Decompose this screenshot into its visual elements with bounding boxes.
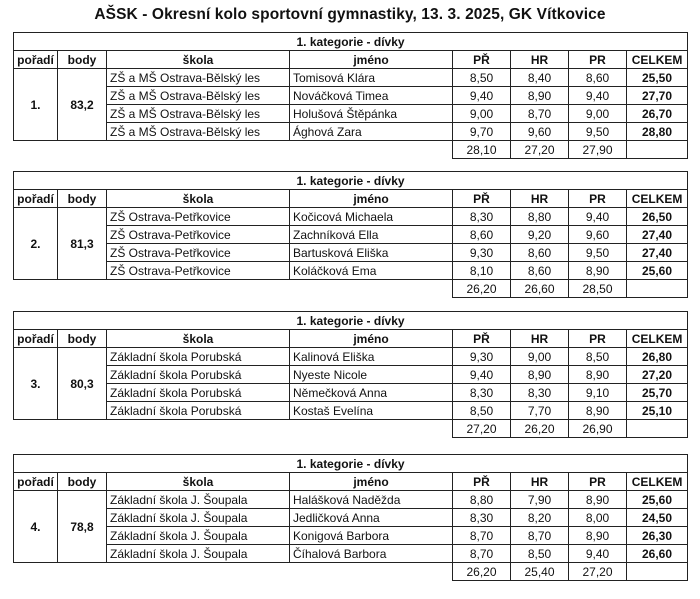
header-pr1: PŘ bbox=[453, 473, 511, 491]
pr2-cell: 9,10 bbox=[569, 384, 627, 402]
name-cell: Koláčková Ema bbox=[290, 262, 453, 280]
pr2-cell: 9,60 bbox=[569, 226, 627, 244]
header-points: body bbox=[58, 190, 107, 208]
total-cell: 25,70 bbox=[627, 384, 688, 402]
sum-pr2: 27,90 bbox=[569, 141, 627, 159]
pr2-cell: 8,90 bbox=[569, 262, 627, 280]
sum-hr: 26,60 bbox=[511, 280, 569, 298]
total-cell: 25,10 bbox=[627, 402, 688, 420]
results-table-1 bbox=[13, 32, 688, 159]
sum-total-empty bbox=[627, 141, 688, 159]
header-points: body bbox=[58, 473, 107, 491]
team-rank: 3. bbox=[14, 348, 58, 420]
school-cell: ZŠ Ostrava-Petřkovice bbox=[107, 262, 290, 280]
total-cell: 26,30 bbox=[627, 527, 688, 545]
hr-cell: 7,70 bbox=[511, 402, 569, 420]
pr1-cell: 9,70 bbox=[453, 123, 511, 141]
hr-cell: 8,70 bbox=[511, 105, 569, 123]
category-title: 1. kategorie - dívky bbox=[14, 455, 688, 473]
page-title: AŠSK - Okresní kolo sportovní gymnastiky, 13. 3. 2025, GK Vítkovice bbox=[94, 6, 606, 23]
school-cell: ZŠ Ostrava-Petřkovice bbox=[107, 226, 290, 244]
school-cell: ZŠ a MŠ Ostrava-Bělský les bbox=[107, 87, 290, 105]
table-row bbox=[14, 366, 688, 384]
header-name: jméno bbox=[290, 330, 453, 348]
name-cell: Kalinová Eliška bbox=[290, 348, 453, 366]
header-points: body bbox=[58, 51, 107, 69]
pr2-cell: 8,90 bbox=[569, 402, 627, 420]
table-row bbox=[14, 69, 688, 87]
table-row bbox=[14, 244, 688, 262]
total-cell: 27,40 bbox=[627, 226, 688, 244]
header-pr1: PŘ bbox=[453, 190, 511, 208]
pr1-cell: 9,30 bbox=[453, 244, 511, 262]
pr2-cell: 9,40 bbox=[569, 208, 627, 226]
pr2-cell: 9,50 bbox=[569, 123, 627, 141]
table-row bbox=[14, 527, 688, 545]
pr1-cell: 8,10 bbox=[453, 262, 511, 280]
hr-cell: 8,60 bbox=[511, 244, 569, 262]
name-cell: Němečková Anna bbox=[290, 384, 453, 402]
school-cell: ZŠ a MŠ Ostrava-Bělský les bbox=[107, 69, 290, 87]
table-row bbox=[14, 402, 688, 420]
table-row bbox=[14, 348, 688, 366]
school-cell: ZŠ a MŠ Ostrava-Bělský les bbox=[107, 123, 290, 141]
blank-cell bbox=[14, 420, 453, 438]
table-row bbox=[14, 545, 688, 563]
header-pr2: PR bbox=[569, 190, 627, 208]
name-cell: Holušová Štěpánka bbox=[290, 105, 453, 123]
team-points: 78,8 bbox=[58, 491, 107, 563]
sum-hr: 27,20 bbox=[511, 141, 569, 159]
pr2-cell: 8,90 bbox=[569, 527, 627, 545]
school-cell: Základní škola Porubská bbox=[107, 348, 290, 366]
school-cell: Základní škola Porubská bbox=[107, 366, 290, 384]
blank-cell bbox=[14, 563, 453, 581]
header-total: CELKEM bbox=[627, 330, 688, 348]
school-cell: ZŠ Ostrava-Petřkovice bbox=[107, 208, 290, 226]
header-rank: pořadí bbox=[14, 51, 58, 69]
results-table-4 bbox=[13, 454, 688, 581]
name-cell: Halášková Naděžda bbox=[290, 491, 453, 509]
sum-total-empty bbox=[627, 280, 688, 298]
header-points: body bbox=[58, 330, 107, 348]
sum-hr: 25,40 bbox=[511, 563, 569, 581]
name-cell: Konigová Barbora bbox=[290, 527, 453, 545]
total-cell: 25,50 bbox=[627, 69, 688, 87]
hr-cell: 8,70 bbox=[511, 527, 569, 545]
table-row bbox=[14, 491, 688, 509]
table-row bbox=[14, 123, 688, 141]
table-row bbox=[14, 262, 688, 280]
hr-cell: 9,00 bbox=[511, 348, 569, 366]
pr1-cell: 8,30 bbox=[453, 384, 511, 402]
header-school: škola bbox=[107, 190, 290, 208]
header-pr2: PR bbox=[569, 51, 627, 69]
team-points: 81,3 bbox=[58, 208, 107, 280]
hr-cell: 9,60 bbox=[511, 123, 569, 141]
header-name: jméno bbox=[290, 190, 453, 208]
school-cell: Základní škola J. Šoupala bbox=[107, 509, 290, 527]
school-cell: Základní škola J. Šoupala bbox=[107, 527, 290, 545]
pr1-cell: 9,40 bbox=[453, 87, 511, 105]
header-pr2: PR bbox=[569, 473, 627, 491]
school-cell: ZŠ Ostrava-Petřkovice bbox=[107, 244, 290, 262]
header-pr1: PŘ bbox=[453, 330, 511, 348]
header-pr1: PŘ bbox=[453, 51, 511, 69]
sum-pr2: 26,90 bbox=[569, 420, 627, 438]
pr2-cell: 8,60 bbox=[569, 69, 627, 87]
hr-cell: 7,90 bbox=[511, 491, 569, 509]
hr-cell: 8,60 bbox=[511, 262, 569, 280]
header-rank: pořadí bbox=[14, 473, 58, 491]
total-cell: 24,50 bbox=[627, 509, 688, 527]
sum-row bbox=[14, 280, 688, 298]
school-cell: Základní škola J. Šoupala bbox=[107, 545, 290, 563]
sum-pr2: 27,20 bbox=[569, 563, 627, 581]
school-cell: Základní škola J. Šoupala bbox=[107, 491, 290, 509]
pr2-cell: 8,90 bbox=[569, 491, 627, 509]
header-total: CELKEM bbox=[627, 51, 688, 69]
sum-total-empty bbox=[627, 563, 688, 581]
blank-cell bbox=[14, 141, 453, 159]
results-table-3 bbox=[13, 311, 688, 438]
hr-cell: 8,20 bbox=[511, 509, 569, 527]
pr2-cell: 9,40 bbox=[569, 545, 627, 563]
header-total: CELKEM bbox=[627, 190, 688, 208]
total-cell: 27,70 bbox=[627, 87, 688, 105]
pr1-cell: 8,80 bbox=[453, 491, 511, 509]
team-rank: 2. bbox=[14, 208, 58, 280]
name-cell: Tomisová Klára bbox=[290, 69, 453, 87]
header-rank: pořadí bbox=[14, 330, 58, 348]
header-total: CELKEM bbox=[627, 473, 688, 491]
sum-total-empty bbox=[627, 420, 688, 438]
sum-pr1: 26,20 bbox=[453, 563, 511, 581]
name-cell: Nyeste Nicole bbox=[290, 366, 453, 384]
team-rank: 4. bbox=[14, 491, 58, 563]
pr1-cell: 8,50 bbox=[453, 402, 511, 420]
category-title: 1. kategorie - dívky bbox=[14, 33, 688, 51]
pr1-cell: 9,30 bbox=[453, 348, 511, 366]
name-cell: Kočicová Michaela bbox=[290, 208, 453, 226]
table-row bbox=[14, 87, 688, 105]
hr-cell: 8,30 bbox=[511, 384, 569, 402]
total-cell: 26,60 bbox=[627, 545, 688, 563]
team-points: 80,3 bbox=[58, 348, 107, 420]
total-cell: 28,80 bbox=[627, 123, 688, 141]
name-cell: Jedličková Anna bbox=[290, 509, 453, 527]
table-row bbox=[14, 226, 688, 244]
pr1-cell: 8,30 bbox=[453, 509, 511, 527]
header-name: jméno bbox=[290, 473, 453, 491]
hr-cell: 8,80 bbox=[511, 208, 569, 226]
pr1-cell: 8,30 bbox=[453, 208, 511, 226]
pr1-cell: 8,70 bbox=[453, 527, 511, 545]
name-cell: Nováčková Timea bbox=[290, 87, 453, 105]
header-school: škola bbox=[107, 330, 290, 348]
total-cell: 26,50 bbox=[627, 208, 688, 226]
total-cell: 25,60 bbox=[627, 262, 688, 280]
pr1-cell: 9,00 bbox=[453, 105, 511, 123]
sum-row bbox=[14, 563, 688, 581]
header-hr: HR bbox=[511, 51, 569, 69]
header-school: škola bbox=[107, 51, 290, 69]
sum-row bbox=[14, 141, 688, 159]
name-cell: Bartusková Eliška bbox=[290, 244, 453, 262]
sum-pr1: 28,10 bbox=[453, 141, 511, 159]
hr-cell: 8,40 bbox=[511, 69, 569, 87]
hr-cell: 8,90 bbox=[511, 366, 569, 384]
category-title: 1. kategorie - dívky bbox=[14, 172, 688, 190]
pr2-cell: 8,90 bbox=[569, 366, 627, 384]
school-cell: Základní škola Porubská bbox=[107, 402, 290, 420]
header-hr: HR bbox=[511, 330, 569, 348]
table-row bbox=[14, 384, 688, 402]
header-pr2: PR bbox=[569, 330, 627, 348]
header-hr: HR bbox=[511, 473, 569, 491]
pr1-cell: 8,50 bbox=[453, 69, 511, 87]
results-table-2 bbox=[13, 171, 688, 298]
pr2-cell: 9,50 bbox=[569, 244, 627, 262]
table-row bbox=[14, 208, 688, 226]
total-cell: 27,40 bbox=[627, 244, 688, 262]
table-row bbox=[14, 105, 688, 123]
sum-row bbox=[14, 420, 688, 438]
pr2-cell: 8,50 bbox=[569, 348, 627, 366]
pr1-cell: 8,60 bbox=[453, 226, 511, 244]
blank-cell bbox=[14, 280, 453, 298]
total-cell: 26,80 bbox=[627, 348, 688, 366]
header-name: jméno bbox=[290, 51, 453, 69]
sum-pr1: 27,20 bbox=[453, 420, 511, 438]
pr1-cell: 9,40 bbox=[453, 366, 511, 384]
header-rank: pořadí bbox=[14, 190, 58, 208]
sum-pr2: 28,50 bbox=[569, 280, 627, 298]
header-school: škola bbox=[107, 473, 290, 491]
total-cell: 27,20 bbox=[627, 366, 688, 384]
name-cell: Kostaš Evelína bbox=[290, 402, 453, 420]
school-cell: Základní škola Porubská bbox=[107, 384, 290, 402]
name-cell: Číhalová Barbora bbox=[290, 545, 453, 563]
team-rank: 1. bbox=[14, 69, 58, 141]
hr-cell: 8,90 bbox=[511, 87, 569, 105]
school-cell: ZŠ a MŠ Ostrava-Bělský les bbox=[107, 105, 290, 123]
team-points: 83,2 bbox=[58, 69, 107, 141]
pr1-cell: 8,70 bbox=[453, 545, 511, 563]
name-cell: Zachníková Ella bbox=[290, 226, 453, 244]
name-cell: Ághová Zara bbox=[290, 123, 453, 141]
header-hr: HR bbox=[511, 190, 569, 208]
total-cell: 25,60 bbox=[627, 491, 688, 509]
hr-cell: 8,50 bbox=[511, 545, 569, 563]
pr2-cell: 8,00 bbox=[569, 509, 627, 527]
sum-pr1: 26,20 bbox=[453, 280, 511, 298]
sum-hr: 26,20 bbox=[511, 420, 569, 438]
pr2-cell: 9,00 bbox=[569, 105, 627, 123]
total-cell: 26,70 bbox=[627, 105, 688, 123]
category-title: 1. kategorie - dívky bbox=[14, 312, 688, 330]
pr2-cell: 9,40 bbox=[569, 87, 627, 105]
hr-cell: 9,20 bbox=[511, 226, 569, 244]
table-row bbox=[14, 509, 688, 527]
